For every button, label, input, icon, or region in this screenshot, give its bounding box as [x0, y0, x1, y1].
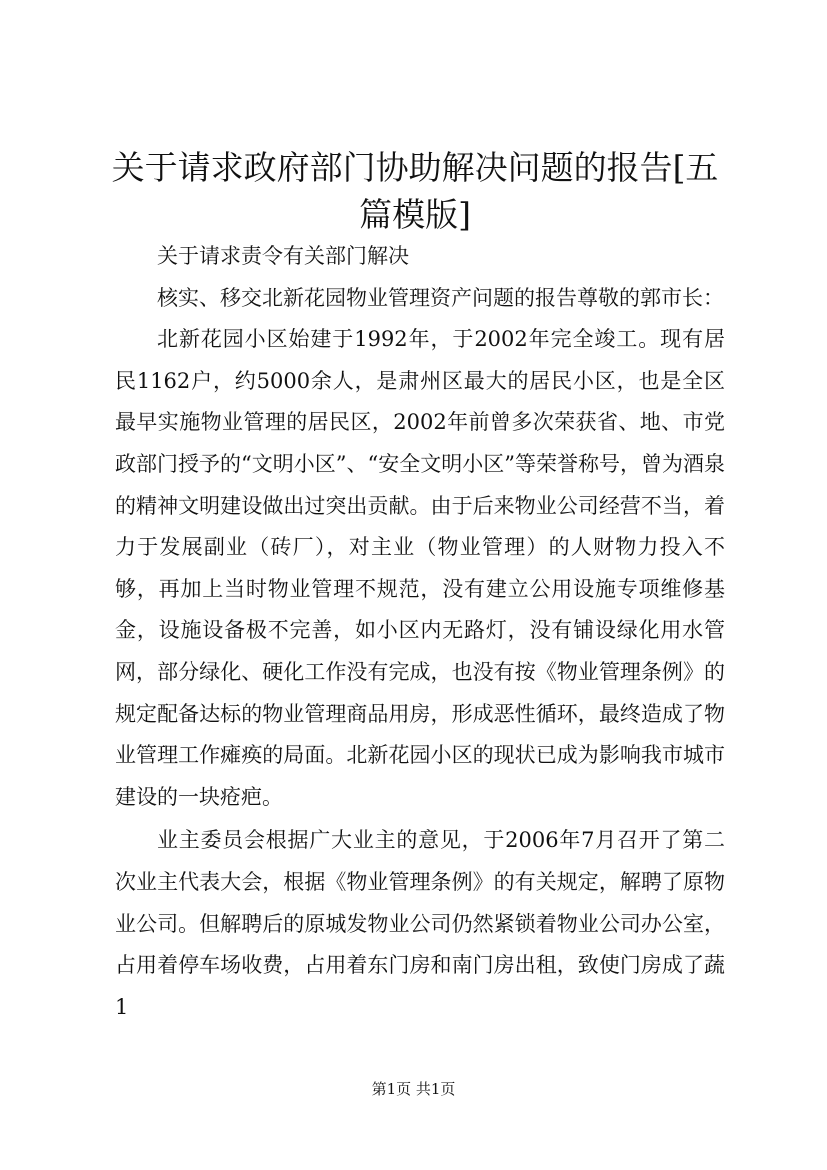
document-title: 关于请求政府部门协助解决问题的报告[五篇模版] [111, 148, 719, 234]
paragraph-4: 业主委员会根据广大业主的意见，于2006年7月召开了第二次业主代表大会，根据《物业管理条例》的有关规定，解聘了原物业公司。但解聘后的原城发物业公司仍然紧锁着物业公司办公室，占用着停车场收费，占用着东门房和南门房出租，致使门房成了蔬1 [115, 828, 725, 1019]
page-footer: 第1页 共1页 [371, 1080, 456, 1098]
paragraph-1: 关于请求责令有关部门解决 [157, 244, 409, 268]
document-body [115, 236, 725, 1028]
paragraph-3: 北新花园小区始建于1992年，于2002年完全竣工。现有居民1162户，约5000余人，是肃州区最大的居民小区，也是全区最早实施物业管理的居民区，2002年前曾多次荣获省、地、市党政部门授予的“文明小区”、“安全文明小区”等荣誉称号，曾为酒泉的精神文明建设做出过突出贡献。由于后来物业公司经营不当，着力于发展副业（砖厂），对主业（物业管理）的人财物力投入不够，再加上当时物业管理不规范，没有建立公用设施专项维修基金，设施设备极不完善，如小区内无路灯，没有铺设绿化用水管网，部分绿化、硬化工作没有完成，也没有按《物业管理条例》的规定配备达标的物业管理商品用房，形成恶性循环，最终造成了物业管理工作瘫痪的局面。北新花园小区的现状已成为影响我市城市建设的一块疮疤。 [115, 327, 725, 809]
paragraph-2: 核实、移交北新花园物业管理资产问题的报告尊敬的郭市长： [157, 285, 724, 310]
